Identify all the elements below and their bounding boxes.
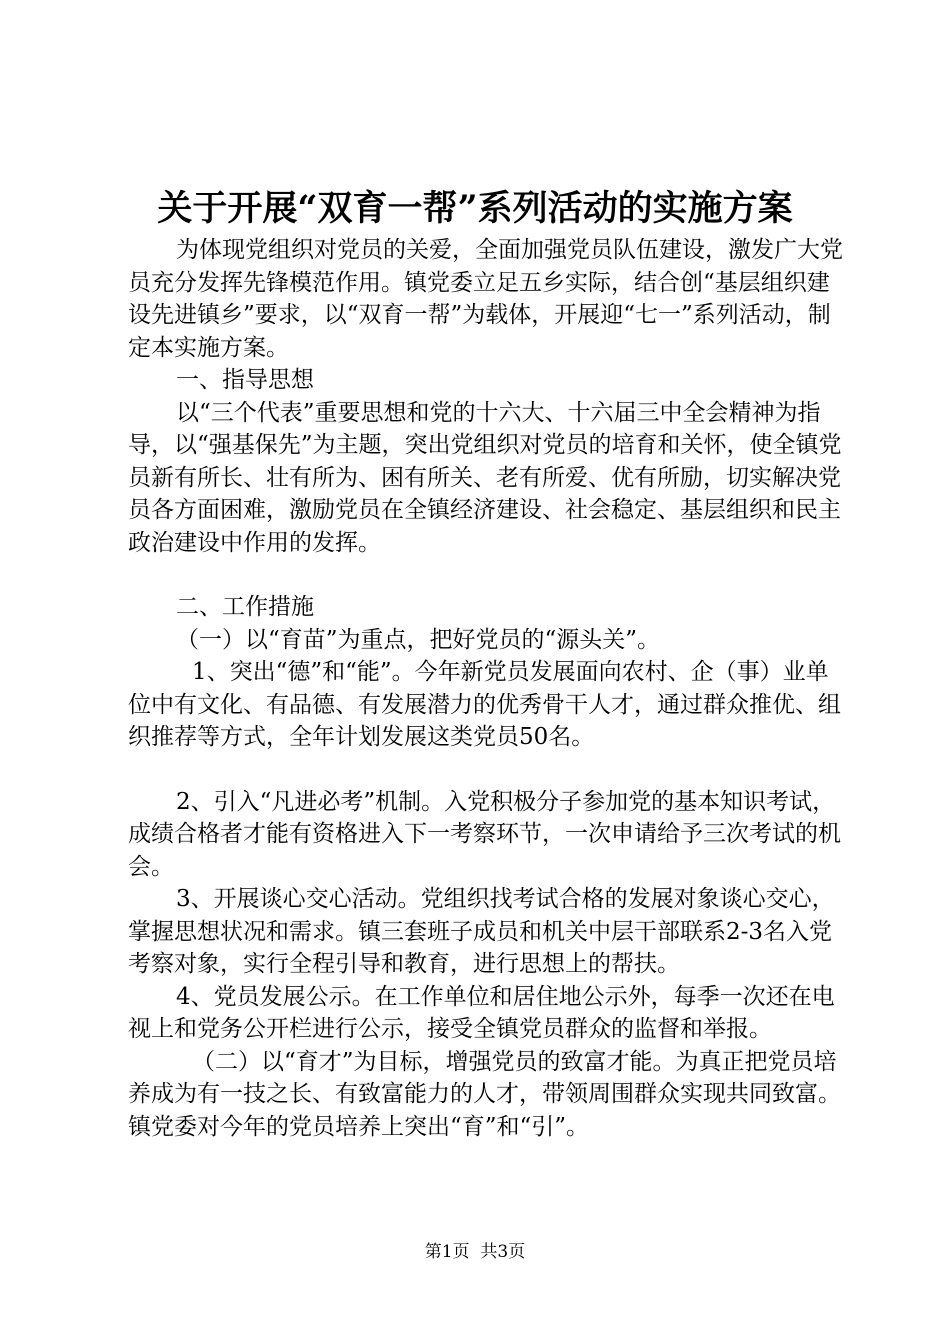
paragraph-intro: 为体现党组织对党员的关爱，全面加强党员队伍建设，激发广大党员充分发挥先锋模范作用。镇党委立足五乡实际，结合创“基层组织建设先进镇乡”要求，以“双育一帮”为载体，开展迎“七一”系列活动，制定本实施方案。 xyxy=(128,237,843,361)
paragraph-item-3: 3、开展谈心交心活动。党组织找考试合格的发展对象谈心交心，掌握思想状况和需求。镇三套班子成员和机关中层干部联系2-3名入党考察对象，实行全程引导和教育，进行思想上的帮扶。 xyxy=(128,886,835,977)
paragraph-item-2: 2、引入“凡进必考”机制。入党积极分子参加党的基本知识考试，成绩合格者才能有资格进入下一考察环节，一次申请给予三次考试的机会。 xyxy=(128,788,841,880)
paragraph-guiding-ideology: 以“三个代表”重要思想和党的十六大、十六届三中全会精神为指导，以“强基保先”为主题，突出党组织对党员的培育和关怀，使全镇党员新有所长、壮有所为、困有所关、老有所爱、优有所励，切实解决党员各方面困难，激励党员在全镇经济建设、社会稳定、基层组织和民主政治建设中作用的发挥。 xyxy=(128,399,842,556)
document-body xyxy=(128,234,844,1143)
paragraph-gap xyxy=(128,559,844,591)
paragraph-item-4: 4、党员发展公示。在工作单位和居住地公示外，每季一次还在电视上和党务公开栏进行公示，接受全镇党员群众的监督和举报。 xyxy=(128,983,835,1042)
page-footer: 第1页 共3页 xyxy=(424,1242,526,1262)
subsection-heading-1: （一）以“育苗”为重点，把好党员的“源头关”。 xyxy=(176,626,661,653)
paragraph-item-1: 1、突出“德”和“能”。今年新党员发展面向农村、企（事）业单位中有文化、有品德、有发展潜力的优秀骨干人才，通过群众推优、组织推荐等方式，全年计划发展这类党员50名。 xyxy=(128,659,841,750)
document-title: 关于开展“双育一帮”系列活动的实施方案 xyxy=(157,188,793,229)
paragraph-gap xyxy=(128,754,844,786)
subsection-heading-2: （二）以“育才”为目标，增强党员的致富才能。为真正把党员培养成为有一技之长、有致富能力的人才，带领周围群众实现共同致富。镇党委对今年的党员培养上突出“育”和“引”。 xyxy=(128,1048,841,1140)
section-heading-guiding-ideology: 一、指导思想 xyxy=(176,367,314,393)
section-heading-work-measures: 二、工作措施 xyxy=(176,594,314,620)
